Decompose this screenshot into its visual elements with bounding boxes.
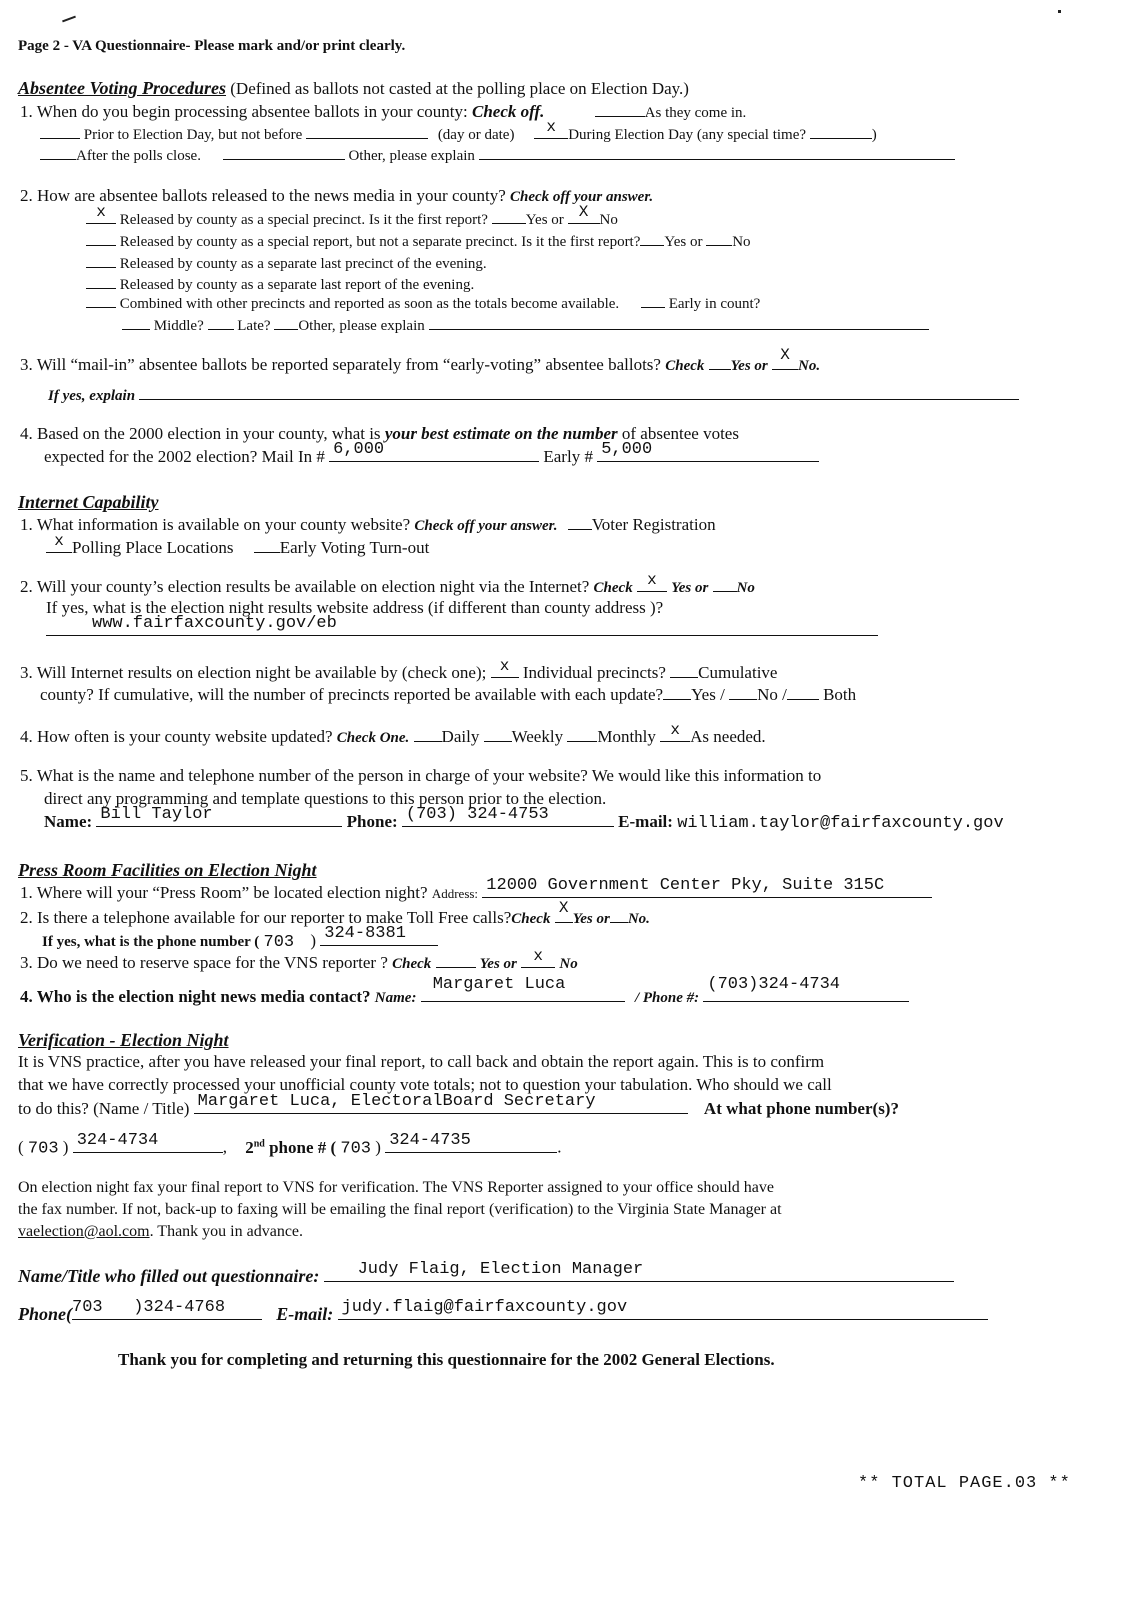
opt-monthly: Monthly [597,727,656,746]
other2-explain-line[interactable] [429,314,929,330]
opt5-blank[interactable] [86,292,116,308]
after-blank[interactable] [40,144,76,160]
fax-p3-rest: . Thank you in advance. [149,1223,304,1240]
signoff-email: judy.flaig@fairfaxcounty.gov [341,1298,628,1317]
webmaster-phone: (703) 324-4753 [405,805,549,824]
opt2-no: No [732,234,751,250]
press-q1 [20,876,932,904]
media-contact-name: Margaret Luca [432,975,566,994]
opt1-no-mark: X [578,203,589,221]
opt1-no: No [599,212,618,228]
verifier-name-field[interactable] [194,1092,688,1114]
q4-text-emph: your best estimate on the number [384,424,618,443]
iq3-no: No / [757,685,787,704]
opt-ind: Individual precincts? [522,663,666,682]
late: Late? [237,318,271,334]
signoff-phone-field[interactable] [72,1298,262,1320]
opt-voter: Voter Registration [591,515,716,534]
opt-after: After the polls close. [76,148,201,164]
q2-opt1-row [86,203,618,230]
second-phone-label: 2nd phone # ( [245,1137,337,1157]
opt2-text: Released by county as a special report, but not a separate precinct. Is it the first report? [119,234,641,250]
pq2-area[interactable]: 703 [263,933,295,952]
q3-check: Check [665,358,705,374]
during-blank[interactable] [534,118,568,139]
pq1-text: 1. Where will your “Press Room” be located election night? [20,883,428,902]
verify-area-2[interactable]: 703 [340,1139,372,1159]
iq3-both: Both [823,685,857,704]
polling-mark: x [54,532,64,550]
iq4-text: 4. How often is your county website updated? [20,727,333,746]
opt-as-they-come: As they come in. [644,105,747,121]
pq2-yes-blank[interactable] [555,899,573,923]
ind-mark: x [499,657,510,675]
pq2-no: No. [627,911,650,927]
pq2-text: 2. Is there a telephone available for our reporter to make Toll Free calls? [20,908,512,927]
iq2-check: Check [593,580,633,596]
q4-text-b: of absentee votes [621,424,739,443]
internet-q1-line2 [46,532,430,558]
pq3-yes-blank[interactable] [436,952,476,968]
opt3-text: Released by county as a separate last precinct of the evening. [119,256,487,272]
fax-footer: ** TOTAL PAGE.03 ** [858,1474,1071,1493]
iq1-instruction: Check off your answer. [414,518,558,534]
opt-other: Other, please explain [348,148,475,164]
q4-text-a: 4. Based on the 2000 election in your county, what is [20,424,381,443]
media-contact-phone: (703)324-4734 [707,975,840,994]
mail-in-value: 6,000 [333,440,385,459]
iq3-both-blank[interactable] [787,684,819,700]
media-contact-name-field[interactable] [421,975,625,1002]
press-heading: Press Room Facilities on Election Night [18,860,317,880]
verification-at-what: At what phone number(s)? [703,1099,899,1118]
early-field[interactable] [597,440,819,462]
verifier-name-title: Margaret Luca, ElectoralBoard Secretary [197,1092,596,1111]
scan-speck [1058,10,1061,13]
day-or-date: (day or date) [437,127,515,143]
weekly-blank[interactable] [484,726,512,742]
iq2-yes-blank[interactable] [637,571,667,592]
as-they-come-blank[interactable] [595,101,645,117]
internet-heading: Internet Capability [18,492,159,512]
q3-if-yes: If yes, explain [48,388,136,404]
pq4-name-label: Name: [374,990,417,1006]
verify-phone-2: 324-4735 [389,1130,471,1150]
absentee-q4-line2 [44,440,819,467]
pq2-line2: If yes, what is the phone number ( [42,934,260,950]
opt1-blank[interactable] [86,203,116,224]
q3-text: 3. Will “mail-in” absentee ballots be reported separately from “early-voting” absentee ballots? [20,355,661,374]
pq2-close: ) [310,931,317,950]
q3-no: No. [798,358,821,374]
early-label: Early # [543,447,593,466]
internet-q2 [20,571,755,598]
opt1-yes-blank[interactable] [492,208,526,224]
signoff-phone: )324-4768 [133,1298,226,1317]
opt2-blank[interactable] [86,230,116,246]
vaelection-email-link[interactable]: vaelection@aol.com [18,1223,150,1240]
voter-blank[interactable] [568,514,592,530]
internet-q4 [20,721,766,748]
during-mark: x [546,118,556,136]
verification-heading: Verification - Election Night [18,1030,229,1050]
opt-during: During Election Day (any special time? [568,127,807,143]
press-address-field[interactable] [482,876,932,898]
signoff-email-field[interactable] [338,1298,988,1320]
q2-text: 2. How are absentee ballots released to the news media in your county? [20,186,506,205]
special-time-blank[interactable] [810,123,872,139]
media-contact-phone-field[interactable] [703,975,909,1002]
opt-early-voting: Early Voting Turn-out [279,538,430,557]
press-address: 12000 Government Center Pky, Suite 315C [486,876,885,895]
pq3-text: 3. Do we need to reserve space for the VNS reporter ? [20,953,388,972]
url-field[interactable] [46,614,878,636]
internet-q3 [20,657,778,683]
opt4-blank[interactable] [86,273,116,289]
internet-heading-line [18,492,159,513]
middle-blank[interactable] [122,314,150,330]
q1-text: 1. When do you begin processing absentee ballots in your county: [20,102,468,121]
pq2-yes-mark: X [558,899,569,917]
other2: Other, please explain [298,318,425,334]
internet-q3-line2 [40,684,856,705]
iq3-no-blank[interactable] [729,684,757,700]
iq2-yes-mark: x [647,571,657,589]
signoff-phone-label: Phone( [18,1304,72,1324]
verification-p3-line [18,1092,899,1119]
polling-blank[interactable] [46,532,72,553]
middle: Middle? [153,318,204,334]
absentee-heading-line [18,78,689,99]
opt2-no-blank[interactable] [706,230,732,246]
q2-opt2-row [86,230,751,252]
pq3-no-mark: x [533,947,543,965]
verification-phones: ( 703 ) 324-4734 , 2nd phone # ( 703 ) 324-4735 . [18,1130,562,1159]
verification-p3: to do this? (Name / Title) [18,1099,190,1118]
opt-as-needed: As needed. [690,727,766,746]
webmaster-email[interactable]: william.taylor@fairfaxcounty.gov [677,814,1004,833]
pq2-number-field[interactable] [320,924,438,946]
opt-cum: Cumulative [698,663,778,682]
signoff-phone-value [72,1298,225,1318]
signoff-name-line [18,1260,954,1287]
other2-blank[interactable] [274,314,298,330]
verification-heading-line [18,1030,229,1051]
late-blank[interactable] [208,314,234,330]
pq2-number: 324-8381 [324,924,406,943]
q1-instruction: Check off. [472,102,545,121]
iq1-text: 1. What information is available on your county website? [20,515,411,534]
internet-q1 [20,514,716,536]
verify-phone-1: 324-4734 [76,1130,159,1150]
verification-p1: It is VNS practice, after you have released your final report, to call back and obtain the report again. This is to confirm [18,1052,825,1071]
early-value: 5,000 [601,440,653,459]
as-needed-blank[interactable] [660,721,690,742]
internet-q2-line2: If yes, what is the election night results website address (if different than county address )? [46,598,664,617]
opt-daily: Daily [441,727,480,746]
q2-instruction: Check off your answer. [510,189,654,205]
pq3-check: Check [392,956,432,972]
prior-blank[interactable] [40,123,80,139]
pq2-no-blank[interactable] [610,907,628,923]
press-q4 [20,975,909,1008]
q3-yes-or: Yes or [730,358,768,374]
q3-yes-blank[interactable] [709,354,731,370]
internet-q2-line3 [46,614,878,641]
prior-date-blank[interactable] [306,123,428,139]
fax-p3 [18,1222,303,1242]
webmaster-phone-label: Phone: [346,812,398,831]
thank-you: Thank you for completing and returning this questionnaire for the 2002 General Elections. [118,1350,775,1369]
opt-polling: Polling Place Locations [72,538,234,557]
signoff-name: Judy Flaig, Election Manager [357,1260,644,1279]
press-q2-line2 [42,924,438,953]
early-voting-blank[interactable] [254,537,280,553]
opt5-text: Combined with other precincts and reported as soon as the totals become available. [119,296,620,312]
opt1-mark: x [96,203,106,221]
absentee-q1 [20,101,746,123]
verify-phone-2-field[interactable] [385,1130,557,1153]
opt3-blank[interactable] [86,252,116,268]
url-value: www.fairfaxcounty.gov/eb [92,614,337,633]
pq3-no: No [559,956,578,972]
iq2-no-blank[interactable] [713,576,737,592]
early-blank[interactable] [641,292,665,308]
q2-opt3-row [86,252,487,274]
verify-area-1[interactable]: 703 [27,1139,59,1159]
opt1-yes: Yes or [525,212,564,228]
webmaster-phone-field[interactable] [402,805,614,827]
opt-weekly: Weekly [511,727,564,746]
iq2-yes-or: Yes or [671,580,709,596]
webmaster-name: Bill Taylor [100,805,213,824]
absentee-heading-note: (Defined as ballots not casted at the polling place on Election Day.) [230,79,689,98]
opt1-text: Released by county as a special precinct. Is it the first report? [119,212,488,228]
q2-opt5-row2 [122,314,929,336]
pq4-text: 4. Who is the election night news media contact? [20,987,371,1006]
pq2-yes-or: Yes or [572,911,610,927]
absentee-q1-line3 [40,144,955,166]
opt-prior: Prior to Election Day, but not before [83,127,303,143]
iq3-line2: county? If cumulative, will the number of precincts reported be available with each update? [40,685,664,704]
mail-in-field[interactable] [329,440,539,462]
press-heading-line [18,860,317,881]
q3-explain-line[interactable] [139,384,1019,400]
opt2-yes-blank[interactable] [640,230,664,246]
signoff-name-label: Name/Title who filled out questionnaire: [18,1266,320,1286]
verify-phone-1-field[interactable] [73,1130,223,1153]
monthly-blank[interactable] [567,726,597,742]
fax-p1: On election night fax your final report to VNS for verification. The VNS Reporter assigned to your office should have [18,1179,774,1196]
q4-line2: expected for the 2002 election? Mail In # [44,447,325,466]
iq3-yes: Yes / [691,685,725,704]
internet-q5-line3 [44,805,1004,834]
opt4-text: Released by county as a separate last report of the evening. [119,277,475,293]
absentee-q3-line2 [48,384,1019,406]
signoff-phone-line [18,1298,988,1325]
internet-q5: 5. What is the name and telephone number of the person in charge of your website? We would like this information to [20,766,822,785]
press-q3 [20,947,578,974]
iq3-text: 3. Will Internet results on election night be available by (check one); [20,663,487,682]
internet-q5-line2: direct any programming and template questions to this person prior to the election. [44,789,607,808]
webmaster-email-label: E-mail: [618,812,673,831]
pq1-address-label: Address: [431,886,479,901]
iq2-text: 2. Will your county’s election results be available on election night via the Internet? [20,577,590,596]
absentee-heading: Absentee Voting Procedures [18,78,227,98]
other-explain-line[interactable] [479,144,955,160]
iq3-yes-blank[interactable] [663,684,691,700]
q2-opt5-row [86,292,760,314]
page-header: Page 2 - VA Questionnaire- Please mark and/or print clearly. [18,38,406,54]
iq2-no: No [736,580,755,596]
close-paren: ) [871,127,877,143]
fax-p2: the fax number. If not, back-up to faxing will be emailing the final report (verification) to the Virginia State Manager at [18,1201,782,1218]
pq4-phone-label: / Phone #: [634,990,700,1006]
signoff-name-field[interactable] [324,1260,954,1282]
pq3-yes-or: Yes or [479,956,517,972]
absentee-q1-line2 [40,118,877,145]
daily-blank[interactable] [414,726,442,742]
scan-speck [62,16,76,23]
opt2-yes: Yes or [664,234,703,250]
absentee-q3 [20,346,821,376]
verification-p2: that we have correctly processed your unofficial county vote totals; not to question your tabulation. Who should we call [18,1075,832,1094]
iq4-instruction: Check One. [336,730,410,746]
webmaster-name-field[interactable] [96,805,342,827]
q3-no-mark: X [780,346,790,364]
signoff-area: 703 [72,1298,103,1317]
opt1-no-blank[interactable] [568,203,600,224]
pq2-check: Check [511,911,551,927]
cum-blank[interactable] [670,662,698,678]
q3-no-blank[interactable] [772,346,798,370]
other-blank[interactable] [223,144,345,160]
as-needed-mark: x [670,721,680,739]
signoff-email-label: E-mail: [276,1304,334,1324]
pq3-no-blank[interactable] [521,947,555,968]
webmaster-name-label: Name: [44,812,93,831]
ind-blank[interactable] [491,657,519,678]
early-in-count: Early in count? [668,296,761,312]
